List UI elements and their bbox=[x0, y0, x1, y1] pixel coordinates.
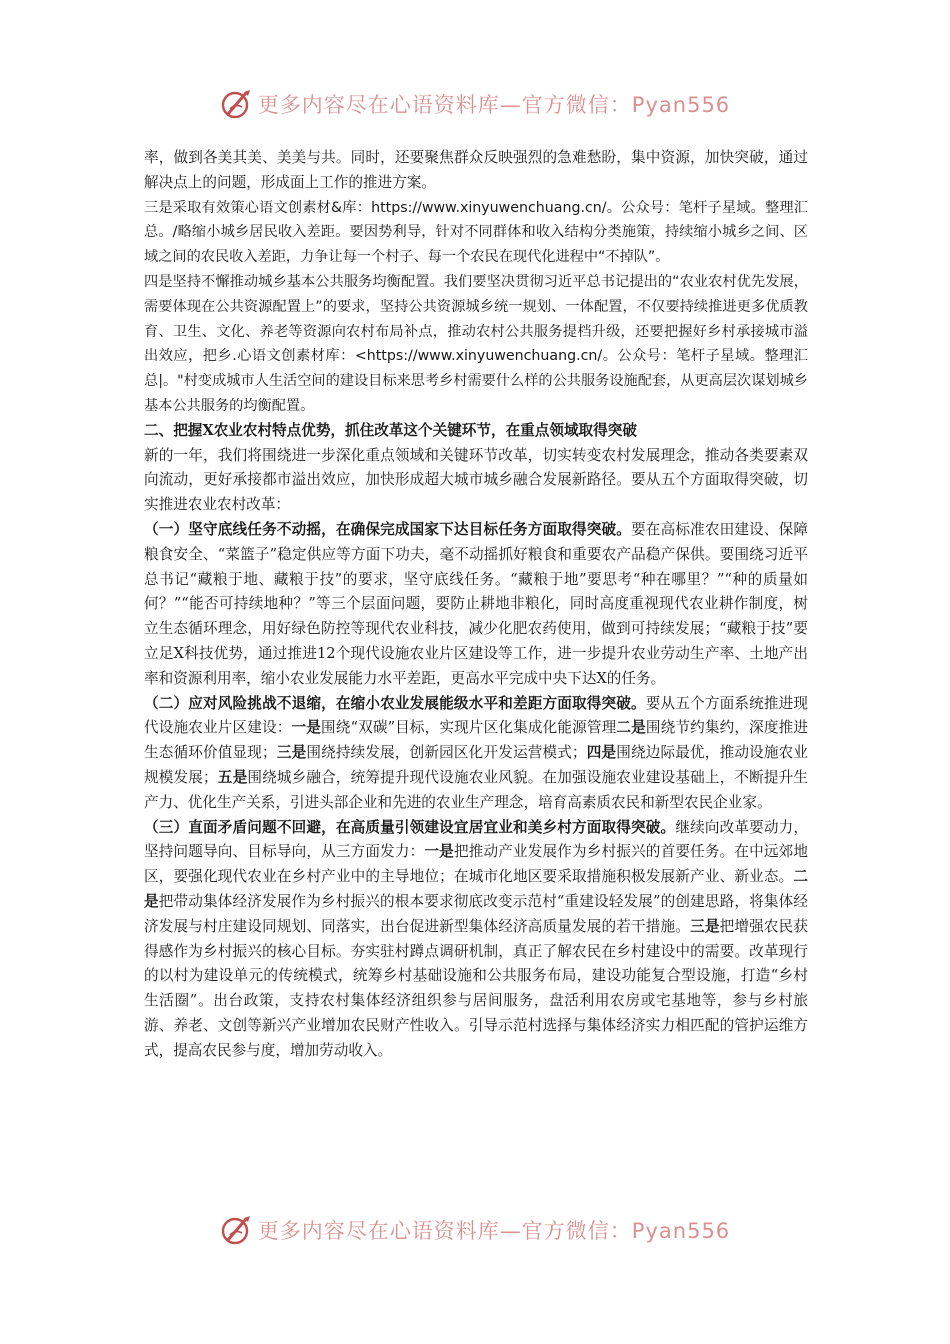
subsection-1: （一）坚守底线任务不动摇，在确保完成国家下达目标任务方面取得突破。要在高标准农田建设、保障粮食安全、“菜篮子”稳定供应等方面下功夫，毫不动摇抓好粮食和重要农产品稳产保供。要围绕习近平总书记“藏粮于地、藏粮于技”的要求，坚守底线任务。“藏粮于地”要思考“种在哪里？”“种的质量如何？”“能否可持续地种？”等三个层面问题，要防止耕地非粮化，同时高度重视现代农业耕作制度，树立生态循环理念，用好绿色防控等现代农业科技，减少化肥农药使用，做到可持续发展；“藏粮于技”要立足X科技优势，通过推进12个现代设施农业片区建设等工作，进一步提升农业劳动生产率、土地产出率和资源利用率，缩小农业发展能力水平差距，更高水平完成中央下达X的任务。 bbox=[144, 520, 808, 687]
pen-logo-icon bbox=[220, 87, 254, 121]
watermark-text: 更多内容尽在心语资料库—官方微信：Pyan556 bbox=[257, 93, 731, 117]
paragraph: 率，做到各美其美、美美与共。同时，还要聚焦群众反映强烈的急难愁盼，集中资源，加快突破，通过解决点上的问题，形成面上工作的推进方案。 bbox=[144, 149, 808, 191]
paragraph-ad-insert-2: 四是坚持不懈推动城乡基本公共服务均衡配置。我们要坚决贯彻习近平总书记提出的“农业农村优先发展，需要体现在公共资源配置上”的要求，坚持公共资源城乡统一规划、一体配置，不仅要持续推进更多优质教育、卫生、文化、养老等资源向农村布局补点，推动农村公共服务提档升级，还要把握好乡村承接城市溢出效应，把乡.心语文创素材库：<https://www.xinyuwenchuang.cn/。公众号：笔杆子星域。整理汇总|。"村变成城市人生活空间的建设目标来思考乡村需要什么样的公共服务设施配套，从更高层次谋划城乡基本公共服务的均衡配置。 bbox=[144, 273, 808, 414]
section-heading: 二、把握X农业农村特点优势，抓住改革这个关键环节，在重点领域取得突破 bbox=[144, 421, 637, 439]
subsection-title: （一）坚守底线任务不动摇，在确保完成国家下达目标任务方面取得突破。 bbox=[144, 520, 632, 538]
subsection-3: （三）直面矛盾问题不回避，在高质量引领建设宜居宜业和美乡村方面取得突破。继续向改革要动力，坚持问题导向、目标导向，从三方面发力：一是把推动产业发展作为乡村振兴的首要任务。在中远郊地区，要强化现代农业在乡村产业中的主导地位；在城市化地区要采取措施积极发展新产业、新业态。二是把带动集体经济发展作为乡村振兴的根本要求彻底改变示范村“重建设轻发展”的创建思路，将集体经济发展与村庄建设同规划、同落实，出台促进新型集体经济高质量发展的若干措施。三是把增强农民获得感作为乡村振兴的核心目标。夯实驻村蹲点调研机制，真正了解农民在乡村建设中的需要。改革现行的以村为建设单元的传统模式，统筹乡村基础设施和公共服务布局，建设功能复合型设施，打造“乡村生活圈”。出台政策，支持农村集体经济组织参与居间服务，盘活利用农房或宅基地等，参与乡村旅游、养老、文创等新兴产业增加农民财产性收入。引导示范村选择与集体经济实力相匹配的管护运维方式，提高农民参与度，增加劳动收入。 bbox=[144, 818, 808, 1059]
paragraph: 新的一年，我们将围绕进一步深化重点领域和关键环节改革，切实转变农村发展理念，推动各类要素双向流动，更好承接都市溢出效应，加快形成超大城市城乡融合发展新路径。要从五个方面取得突破，切实推进农业农村改革： bbox=[144, 446, 808, 514]
subsection-title: （三）直面矛盾问题不回避，在高质量引领建设宜居宜业和美乡村方面取得突破。 bbox=[144, 818, 676, 836]
paragraph-ad-insert-1: 三是采取有效策心语文创素材&库：https://www.xinyuwenchuang.cn/。公众号：笔杆子星域。整理汇总。/略缩小城乡居民收入差距。要因势利导，针对不同群体和收入结构分类施策，持续缩小城乡之间、区域之间的农民收入差距，力争让每一个村子、每一个农民在现代化进程中“不掉队”。 bbox=[144, 199, 808, 266]
subsection-title: （二）应对风险挑战不退缩，在缩小农业发展能级水平和差距方面取得突破。 bbox=[144, 694, 646, 712]
watermark-banner-top bbox=[0, 82, 950, 126]
document-body bbox=[144, 146, 808, 1063]
watermark-text: 更多内容尽在心语资料库—官方微信：Pyan556 bbox=[257, 1219, 731, 1243]
subsection-2: （二）应对风险挑战不退缩，在缩小农业发展能级水平和差距方面取得突破。要从五个方面系统推进现代设施农业片区建设：一是围绕“双碳”目标，实现片区化集成化能源管理二是围绕节约集约，深度推进生态循环价值显现；三是围绕持续发展，创新园区化开发运营模式；四是围绕边际最优，推动设施农业规模发展；五是围绕城乡融合，统筹提升现代设施农业风貌。在加强设施农业建设基础上，不断提升生产力、优化生产关系，引进头部企业和先进的农业生产理念，培育高素质农民和新型农民企业家。 bbox=[144, 694, 808, 811]
watermark-banner-bottom bbox=[0, 1208, 950, 1252]
pen-logo-icon bbox=[220, 1213, 254, 1247]
